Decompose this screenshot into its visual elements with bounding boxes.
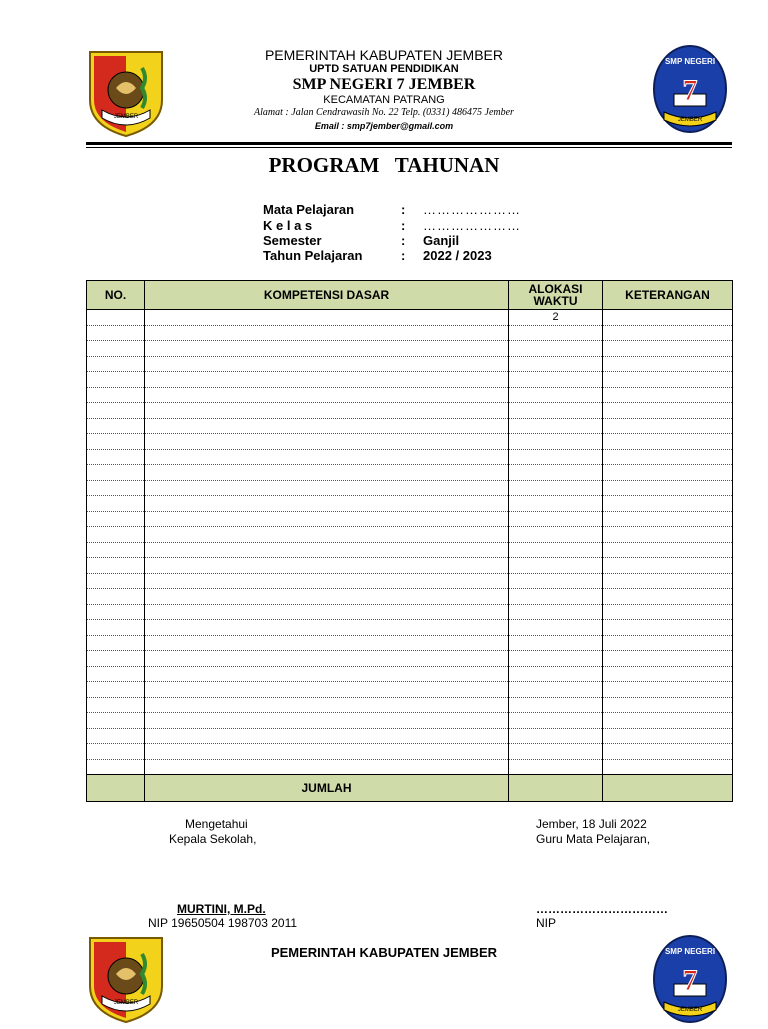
table-row: [87, 713, 733, 729]
smp-negeri-7-logo-footer: [652, 934, 728, 1024]
table-row: [87, 325, 733, 341]
info-mata-pelajaran: [263, 202, 663, 218]
info-kelas: [263, 218, 663, 234]
header-uptd: UPTD SATUAN PENDIDIKAN: [309, 63, 459, 75]
table-row: [87, 403, 733, 419]
table-row: [87, 496, 733, 512]
header-government: PEMERINTAH KABUPATEN JEMBER: [264, 47, 504, 63]
header-alokasi-line1: ALOKASI: [528, 282, 583, 296]
table-row: [87, 589, 733, 605]
table-row: [87, 356, 733, 372]
right-logo-number: 7: [682, 964, 698, 997]
info-colon: :: [401, 218, 406, 233]
table-row: [87, 620, 733, 636]
header-school-name: SMP NEGERI 7 JEMBER: [292, 76, 476, 93]
info-value: …………………: [423, 218, 521, 233]
table-row: [87, 434, 733, 450]
table-row: [87, 310, 733, 326]
total-label: JUMLAH: [145, 775, 509, 802]
table-row: [87, 527, 733, 543]
left-logo-text: JEMBER: [113, 114, 139, 120]
header-keterangan: KETERANGAN: [603, 281, 733, 310]
table-row: [87, 542, 733, 558]
header-divider-thin: [86, 147, 732, 148]
right-logo-bottom-text: JEMBER: [677, 117, 703, 123]
sig-right-name: ……………………………: [536, 902, 668, 916]
info-label: Mata Pelajaran: [263, 202, 355, 217]
table-body: [87, 310, 733, 802]
header-kompetensi-dasar: KOMPETENSI DASAR: [145, 281, 509, 310]
table-row: [87, 759, 733, 775]
right-logo-top-text: SMP NEGERI: [664, 947, 716, 956]
footer-government: PEMERINTAH KABUPATEN JEMBER: [270, 945, 498, 960]
info-value: 2022 / 2023: [423, 248, 492, 263]
page-title: PROGRAM TAHUNAN: [268, 153, 500, 177]
table-row: [87, 511, 733, 527]
header-alokasi-waktu: [509, 281, 603, 310]
right-logo-number: 7: [682, 74, 698, 107]
table-row: [87, 651, 733, 667]
table-row: [87, 682, 733, 698]
table-row: [87, 387, 733, 403]
total-alokasi-cell[interactable]: [509, 775, 603, 802]
sig-right-line2: Guru Mata Pelajaran,: [536, 832, 651, 846]
header-address: Alamat : Jalan Cendrawasih No. 22 Telp. (0331) 486475 Jember: [254, 107, 514, 118]
info-label: Semester: [263, 233, 322, 248]
right-logo-top-text: SMP NEGERI: [664, 57, 716, 66]
sig-left-name: MURTINI, M.Pd.: [177, 902, 266, 916]
sig-left-line1: Mengetahui: [185, 817, 248, 831]
table-row: [87, 418, 733, 434]
table-header-row: [87, 281, 733, 310]
table-total-row: [87, 775, 733, 802]
right-logo-bottom-text: JEMBER: [677, 1007, 703, 1013]
info-colon: :: [401, 202, 406, 217]
header-alokasi-line2: WAKTU: [533, 294, 578, 308]
table-row: [87, 372, 733, 388]
table-row: [87, 666, 733, 682]
table-row: [87, 480, 733, 496]
left-logo-text: JEMBER: [113, 1000, 139, 1006]
alokasi-cell[interactable]: 2: [509, 310, 603, 326]
table-row: [87, 558, 733, 574]
table-row: [87, 635, 733, 651]
info-tahun-pelajaran: [263, 248, 663, 264]
info-colon: :: [401, 233, 406, 248]
header-district: KECAMATAN PATRANG: [323, 94, 445, 106]
program-table: [86, 280, 733, 802]
table-row: [87, 449, 733, 465]
table-row: [87, 697, 733, 713]
sig-left-line2: Kepala Sekolah,: [169, 832, 257, 846]
table-row: [87, 604, 733, 620]
sig-right-nip: NIP: [536, 916, 557, 930]
info-value: …………………: [423, 202, 521, 217]
sig-right-line1: Jember, 18 Juli 2022: [536, 817, 647, 831]
info-colon: :: [401, 248, 406, 263]
info-label: Tahun Pelajaran: [263, 248, 363, 263]
table-row: [87, 728, 733, 744]
table-row: [87, 341, 733, 357]
info-label: K e l a s: [263, 218, 313, 233]
header-divider: [86, 142, 732, 145]
header-no: NO.: [87, 281, 145, 310]
info-value: Ganjil: [423, 233, 460, 248]
info-semester: [263, 233, 663, 249]
table-row: [87, 573, 733, 589]
sig-left-nip: NIP 19650504 198703 2011: [148, 916, 298, 930]
table-row: [87, 744, 733, 760]
table-row: [87, 465, 733, 481]
header-email: Email : smp7jember@gmail.com: [314, 121, 454, 131]
